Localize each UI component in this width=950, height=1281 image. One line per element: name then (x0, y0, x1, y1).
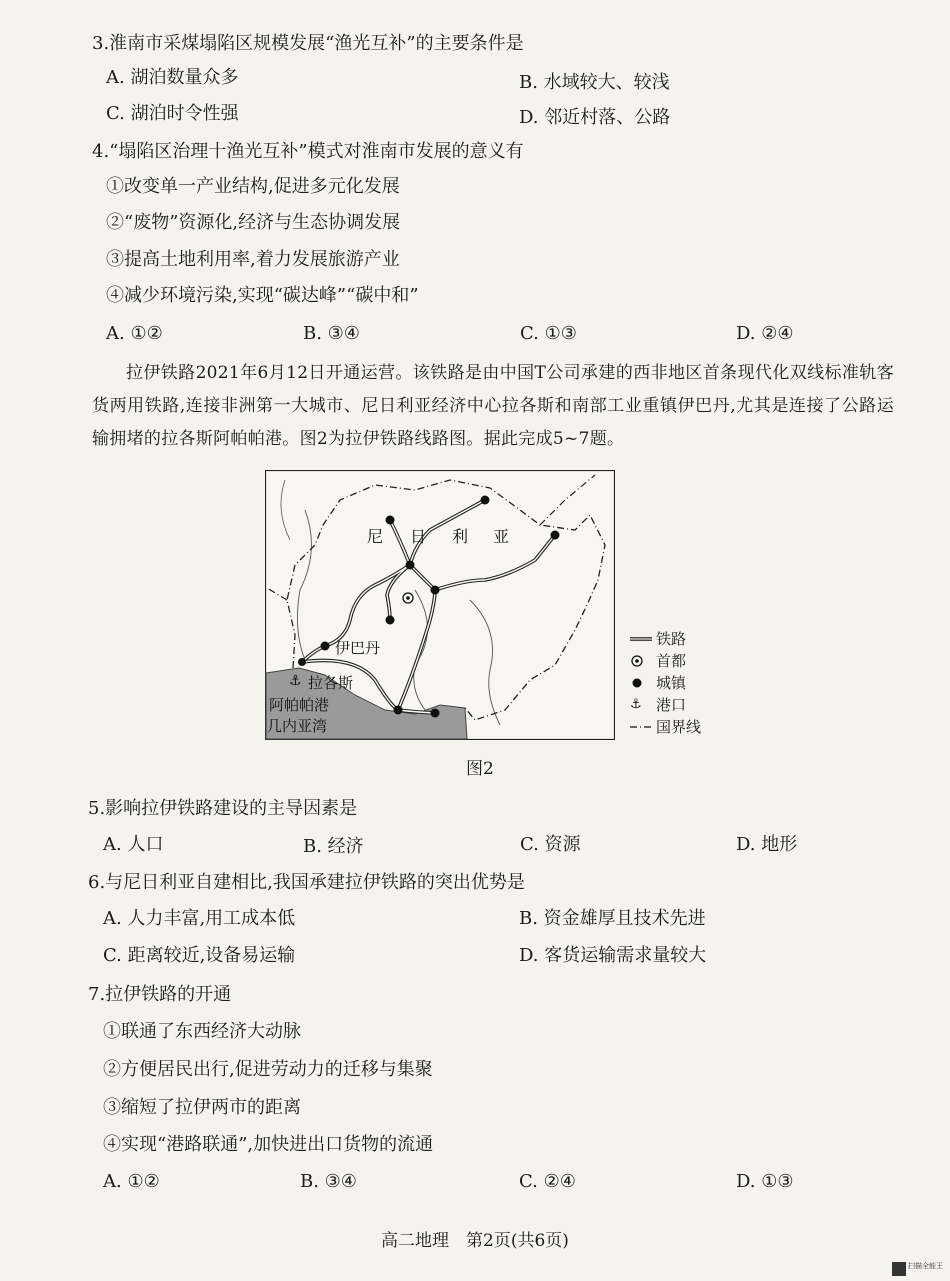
legend-border (630, 716, 701, 738)
q7-option-d: D. ①③ (736, 1171, 794, 1192)
town-dot (386, 516, 395, 525)
q4-statement-4: ④减少环境污染,实现“碳达峰”“碳中和” (106, 285, 419, 306)
scanner-watermark: 扫描全能王 (908, 1262, 943, 1270)
q6-option-d: D. 客货运输需求量较大 (519, 945, 707, 966)
q3-option-d: D. 邻近村落、公路 (519, 107, 671, 128)
country-label-char-1: 尼 (367, 527, 384, 546)
qr-code-icon (892, 1262, 906, 1276)
q7-stem: 7.拉伊铁路的开通 (88, 984, 232, 1005)
q3-option-a: A. 湖泊数量众多 (106, 67, 239, 88)
legend-railway-label: 铁路 (656, 630, 687, 648)
passage: 拉伊铁路2021年6月12日开通运营。该铁路是由中国T公司承建的西非地区首条现代化双线标准轨客货两用铁路,连接非洲第一大城市、尼日利亚经济中心拉各斯和南部工业重镇伊巴丹,尤其是连接了公路运输拥堵的拉各斯阿帕帕港。图2为拉伊铁路线路图。据此完成5~7题。 (92, 363, 894, 449)
q6-stem: 6.与尼日利亚自建相比,我国承建拉伊铁路的突出优势是 (88, 872, 525, 893)
legend-town (630, 672, 701, 694)
legend-port (630, 694, 701, 716)
railway-symbol-icon (630, 636, 656, 642)
legend-capital-label: 首都 (656, 652, 687, 670)
q7-statement-3: ③缩短了拉伊两市的距离 (103, 1097, 301, 1118)
q3-stem: 3.淮南市采煤塌陷区规模发展“渔光互补”的主要条件是 (92, 33, 524, 54)
q5-option-c: C. 资源 (520, 834, 581, 855)
legend-railway (630, 628, 701, 650)
capital-symbol-icon (630, 654, 656, 668)
q4-statement-2: ②“废物”资源化,经济与生态协调发展 (106, 212, 401, 233)
port-anchor-icon: ⚓ (289, 673, 302, 689)
q5-option-a: A. 人口 (103, 834, 164, 855)
q4-statement-3: ③提高土地利用率,着力发展旅游产业 (106, 249, 400, 270)
page-footer: 高二地理 第2页(共6页) (381, 1231, 569, 1251)
ibadan-label: 伊巴丹 (335, 639, 381, 657)
figure-caption: 图2 (466, 759, 494, 779)
town-dot-lagos (298, 658, 306, 666)
legend-capital (630, 650, 701, 672)
q3-option-b: B. 水域较大、较浅 (519, 72, 670, 93)
town-dot (431, 709, 440, 718)
q6-option-b: B. 资金雄厚且技术先进 (519, 908, 706, 929)
border-symbol-icon (630, 723, 656, 731)
town-dot (431, 586, 440, 595)
lagos-label: 拉各斯 (308, 674, 354, 692)
town-dot (406, 561, 415, 570)
q7-option-b: B. ③④ (300, 1171, 357, 1192)
town-dot (386, 616, 395, 625)
q7-statement-2: ②方便居民出行,促进劳动力的迁移与集聚 (103, 1059, 433, 1080)
q4-statement-1: ①改变单一产业结构,促进多元化发展 (106, 176, 400, 197)
town-symbol-icon (630, 676, 656, 690)
q7-statement-4: ④实现“港路联通”,加快进出口货物的流通 (103, 1134, 434, 1155)
legend-port-label: 港口 (656, 696, 687, 714)
town-dot (551, 531, 560, 540)
q6-option-c: C. 距离较近,设备易运输 (103, 945, 296, 966)
q7-option-c: C. ②④ (519, 1171, 576, 1192)
q3-option-c: C. 湖泊时令性强 (106, 103, 239, 124)
gulf-label: 几内亚湾 (267, 717, 328, 735)
country-label-char-4: 亚 (493, 527, 510, 546)
q4-option-c: C. ①③ (520, 323, 577, 344)
town-dot (394, 706, 403, 715)
country-label-char-3: 利 (452, 527, 469, 546)
q7-statement-1: ①联通了东西经济大动脉 (103, 1021, 301, 1042)
legend-town-label: 城镇 (656, 674, 687, 692)
apapa-port-label: 阿帕帕港 (269, 696, 330, 714)
town-dot-ibadan (321, 642, 330, 651)
town-dot (481, 496, 490, 505)
q4-option-b: B. ③④ (303, 323, 360, 344)
q5-option-d: D. 地形 (736, 834, 798, 855)
q4-option-d: D. ②④ (736, 323, 794, 344)
q5-option-b: B. 经济 (303, 836, 364, 857)
railway-map (265, 470, 615, 740)
q4-option-a: A. ①② (106, 323, 163, 344)
country-label-char-2: 日 (410, 527, 427, 546)
q5-stem: 5.影响拉伊铁路建设的主导因素是 (88, 798, 358, 819)
anchor-icon: ⚓ (630, 697, 642, 712)
map-legend (630, 628, 701, 738)
legend-border-label: 国界线 (656, 718, 702, 736)
q6-option-a: A. 人力丰富,用工成本低 (103, 908, 296, 929)
q4-stem: 4.“塌陷区治理十渔光互补”模式对淮南市发展的意义有 (92, 141, 524, 162)
q7-option-a: A. ①② (103, 1171, 160, 1192)
